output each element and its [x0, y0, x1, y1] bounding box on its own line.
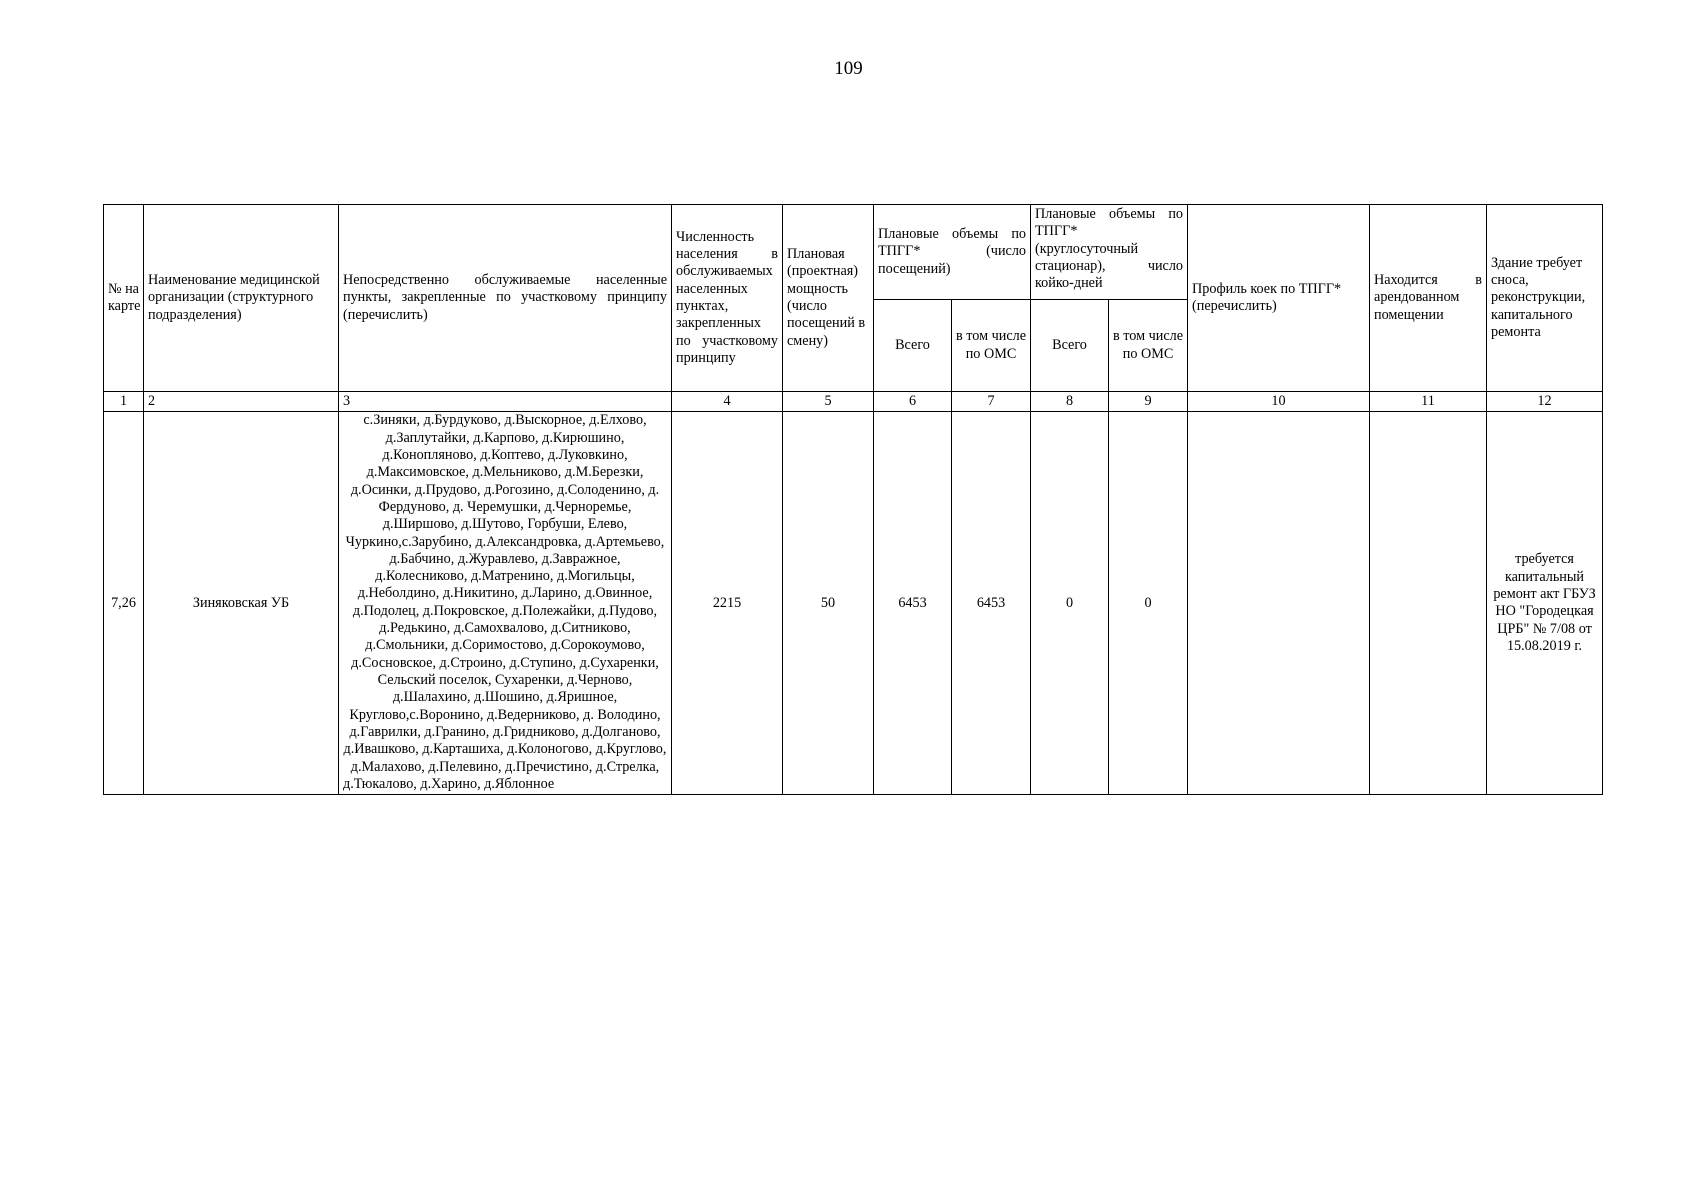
cell-bed-profile	[1188, 412, 1370, 795]
column-number: 3	[339, 392, 672, 412]
header-group-beddays: Плановые объемы по ТПГГ* (круглосуточный стационар), число койко-дней	[1031, 205, 1188, 300]
header-capacity: Плановая (проектная) мощность (число посещений в смену)	[783, 205, 874, 392]
column-number: 8	[1031, 392, 1109, 412]
cell-visits-oms: 6453	[952, 412, 1031, 795]
header-map-number: № на карте	[104, 205, 144, 392]
facilities-table	[103, 204, 1603, 795]
column-number: 10	[1188, 392, 1370, 412]
header-visits-oms: в том числе по ОМС	[952, 300, 1031, 392]
column-number: 11	[1370, 392, 1487, 412]
header-beddays-oms: в том числе по ОМС	[1109, 300, 1188, 392]
cell-organization: Зиняковская УБ	[144, 412, 339, 795]
cell-visits-total: 6453	[874, 412, 952, 795]
cell-map-number: 7,26	[104, 412, 144, 795]
column-number: 6	[874, 392, 952, 412]
header-visits-total: Всего	[874, 300, 952, 392]
column-number: 4	[672, 392, 783, 412]
header-group-visits: Плановые объемы по ТПГГ* (число посещений)	[874, 205, 1031, 300]
column-number: 1	[104, 392, 144, 412]
column-number: 2	[144, 392, 339, 412]
header-organization: Наименование медицинской организации (структурного подразделения)	[144, 205, 339, 392]
cell-building-state: требуется капитальный ремонт акт ГБУЗ НО "Городецкая ЦРБ" № 7/08 от 15.08.2019 г.	[1487, 412, 1603, 795]
page-number: 109	[834, 58, 863, 79]
header-settlements: Непосредственно обслуживаемые населенные пункты, закрепленные по участковому принципу (перечислить)	[339, 205, 672, 392]
cell-rented	[1370, 412, 1487, 795]
column-number: 7	[952, 392, 1031, 412]
cell-beddays-oms: 0	[1109, 412, 1188, 795]
header-building-state: Здание требует сноса, реконструкции, капитального ремонта	[1487, 205, 1603, 392]
cell-capacity: 50	[783, 412, 874, 795]
cell-settlements: с.Зиняки, д.Бурдуково, д.Выскорное, д.Елхово, д.Заплутайки, д.Карпово, д.Кирюшино, д.Конопляново, д.Коптево, д.Луковкино, д.Максимовское, д.Мельниково, д.М.Березки, д.Осинки, д.Прудово, д.Рогозино, д.Солоденино, д. Фердуново, д. Черемушки, д.Черноремье, д.Ширшово, д.Шутово, Горбуши, Елево, Чуркино,с.Зарубино, д.Александровка, д.Артемьево, д.Бабчино, д.Журавлево, д.Завражное, д.Колесниково, д.Матренино, д.Могильцы, д.Неболдино, д.Никитино, д.Ларино, д.Овинное, д.Подолец, д.Покровское, д.Полежайки, д.Пудово, д.Редькино, д.Самохвалово, д.Ситниково, д.Смольники, д.Соримостово, д.Сорокоумово, д.Сосновское, д.Строино, д.Ступино, д.Сухаренки, Сельский поселок, Сухаренки, д.Черново, д.Шалахино, д.Шошино, д.Яришное, Круглово,с.Воронино, д.Ведерниково, д. Володино, д.Гаврилки, д.Гранино, д.Гридниково, д.Долганово, д.Ивашково, д.Карташиха, д.Колоногово, д.Круглово, д.Малахово, д.Пелевино, д.Пречистино, д.Стрелка, д.Тюкалово, д.Харино, д.Яблонное	[339, 412, 672, 795]
column-number: 5	[783, 392, 874, 412]
column-number: 9	[1109, 392, 1188, 412]
header-bed-profile: Профиль коек по ТПГГ* (перечислить)	[1188, 205, 1370, 392]
table-row	[104, 412, 1603, 795]
header-row-top	[104, 205, 1603, 300]
column-number: 12	[1487, 392, 1603, 412]
header-population: Численность населения в обслуживаемых населенных пунктах, закрепленных по участковому принципу	[672, 205, 783, 392]
cell-beddays-total: 0	[1031, 412, 1109, 795]
cell-population: 2215	[672, 412, 783, 795]
header-beddays-total: Всего	[1031, 300, 1109, 392]
header-rented: Находится в арендованном помещении	[1370, 205, 1487, 392]
column-number-row	[104, 392, 1603, 412]
